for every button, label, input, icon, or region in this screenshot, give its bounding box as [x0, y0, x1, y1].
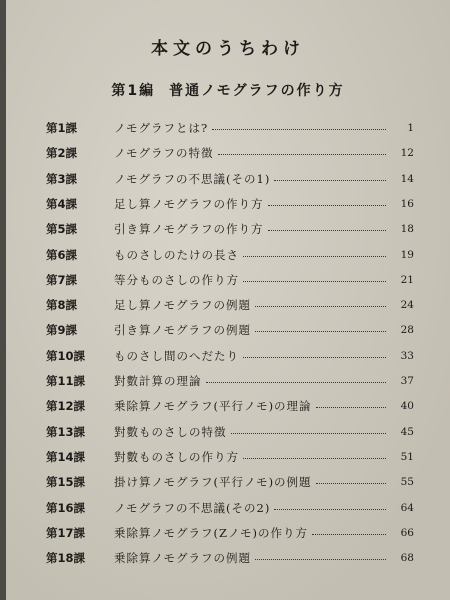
lesson-title: ノモグラフの不思議(その1) — [114, 171, 271, 186]
lesson-number: 第8課 — [46, 298, 78, 313]
toc-entry — [6, 194, 450, 214]
dot-leader — [231, 433, 386, 434]
lesson-number: 第2課 — [46, 146, 78, 161]
dot-leader — [212, 129, 386, 130]
lesson-title: 引き算ノモグラフの作り方 — [114, 222, 264, 237]
lesson-number: 第9課 — [46, 323, 78, 338]
lesson-title: 乗除算ノモグラフ(平行ノモ)の理論 — [114, 399, 312, 414]
page-number: 18 — [400, 223, 414, 236]
lesson-title: 乗除算ノモグラフ(Zノモ)の作り方 — [114, 525, 309, 540]
toc-entry — [6, 219, 450, 239]
toc-entry — [6, 118, 450, 138]
page-number: 45 — [400, 425, 414, 438]
lesson-number: 第17課 — [46, 525, 86, 540]
lesson-title: ものさし間のへだたり — [114, 348, 239, 363]
lesson-number: 第3課 — [46, 171, 78, 186]
toc-entry — [6, 396, 450, 416]
dot-leader — [206, 382, 386, 383]
lesson-title: 對數ものさしの特徴 — [114, 424, 227, 439]
lesson-number: 第12課 — [46, 399, 86, 414]
lesson-title: 掛け算ノモグラフ(平行ノモ)の例題 — [114, 475, 312, 490]
lesson-title: ノモグラフの特徴 — [114, 146, 214, 161]
page-number: 28 — [400, 324, 414, 337]
lesson-title: 足し算ノモグラフの作り方 — [114, 196, 264, 211]
page-heading: 本文のうちわけ — [151, 39, 305, 59]
page-number: 64 — [400, 501, 414, 514]
page-number: 40 — [400, 400, 414, 413]
dot-leader — [312, 534, 386, 535]
dot-leader — [243, 357, 386, 358]
toc-entry — [6, 548, 450, 568]
dot-leader — [268, 205, 386, 206]
page-number: 66 — [400, 526, 414, 539]
lesson-number: 第7課 — [46, 272, 78, 287]
part-name: 普通ノモグラフの作り方 — [169, 83, 345, 99]
dot-leader — [268, 230, 386, 231]
lesson-title: 足し算ノモグラフの例題 — [114, 298, 252, 313]
toc-entry — [6, 295, 450, 315]
lesson-title: 對數計算の理論 — [114, 374, 202, 388]
toc-entry — [6, 422, 450, 442]
dot-leader — [243, 458, 386, 459]
toc-entry — [6, 270, 450, 290]
part-title — [6, 80, 450, 100]
dot-leader — [274, 180, 386, 181]
page-number: 37 — [400, 375, 414, 387]
lesson-number: 第16課 — [46, 500, 86, 515]
lesson-number: 第6課 — [46, 247, 78, 262]
part-number: 第1編 — [111, 83, 156, 99]
book-page — [6, 0, 450, 600]
page-number: 12 — [400, 147, 414, 160]
toc-entry — [6, 169, 450, 189]
lesson-title: ノモグラフとは? — [114, 121, 209, 135]
lesson-number: 第18課 — [46, 551, 86, 566]
lesson-title: 對數ものさしの作り方 — [114, 449, 239, 464]
lesson-title: 引き算ノモグラフの例題 — [114, 323, 252, 338]
page-number: 19 — [400, 248, 414, 261]
dot-leader — [255, 331, 386, 332]
toc-entry — [6, 346, 450, 366]
lesson-number: 第15課 — [46, 475, 86, 490]
page-number: 14 — [400, 172, 414, 185]
toc-entry — [6, 447, 450, 467]
page-number: 1 — [407, 122, 414, 134]
page-number: 51 — [400, 450, 414, 463]
lesson-number: 第10課 — [46, 348, 86, 363]
lesson-number: 第5課 — [46, 222, 78, 237]
page-number: 55 — [400, 476, 414, 489]
lesson-number: 第11課 — [46, 374, 86, 388]
dot-leader — [255, 306, 386, 307]
lesson-number: 第1課 — [46, 121, 78, 135]
lesson-title: ものさしのたけの長さ — [114, 247, 239, 262]
dot-leader — [243, 256, 386, 257]
page-number: 33 — [400, 349, 414, 362]
dot-leader — [218, 154, 386, 155]
lesson-number: 第13課 — [46, 424, 86, 439]
toc-entry — [6, 472, 450, 492]
toc-entry — [6, 371, 450, 391]
page-number: 24 — [400, 299, 414, 312]
lesson-title: 等分ものさしの作り方 — [114, 272, 239, 287]
dot-leader — [243, 281, 386, 282]
page-number: 16 — [400, 197, 414, 210]
dot-leader — [255, 559, 386, 560]
lesson-title: 乗除算ノモグラフの例題 — [114, 551, 252, 566]
toc-entry — [6, 245, 450, 265]
toc-entry — [6, 498, 450, 518]
dot-leader — [316, 407, 386, 408]
dot-leader — [274, 509, 386, 510]
toc-entry — [6, 143, 450, 163]
lesson-title: ノモグラフの不思議(その2) — [114, 500, 271, 515]
toc-entry — [6, 320, 450, 340]
lesson-number: 第4課 — [46, 196, 78, 211]
toc-entry — [6, 523, 450, 543]
dot-leader — [316, 483, 386, 484]
page-number: 21 — [400, 273, 414, 286]
page-number: 68 — [400, 552, 414, 565]
lesson-number: 第14課 — [46, 449, 86, 464]
